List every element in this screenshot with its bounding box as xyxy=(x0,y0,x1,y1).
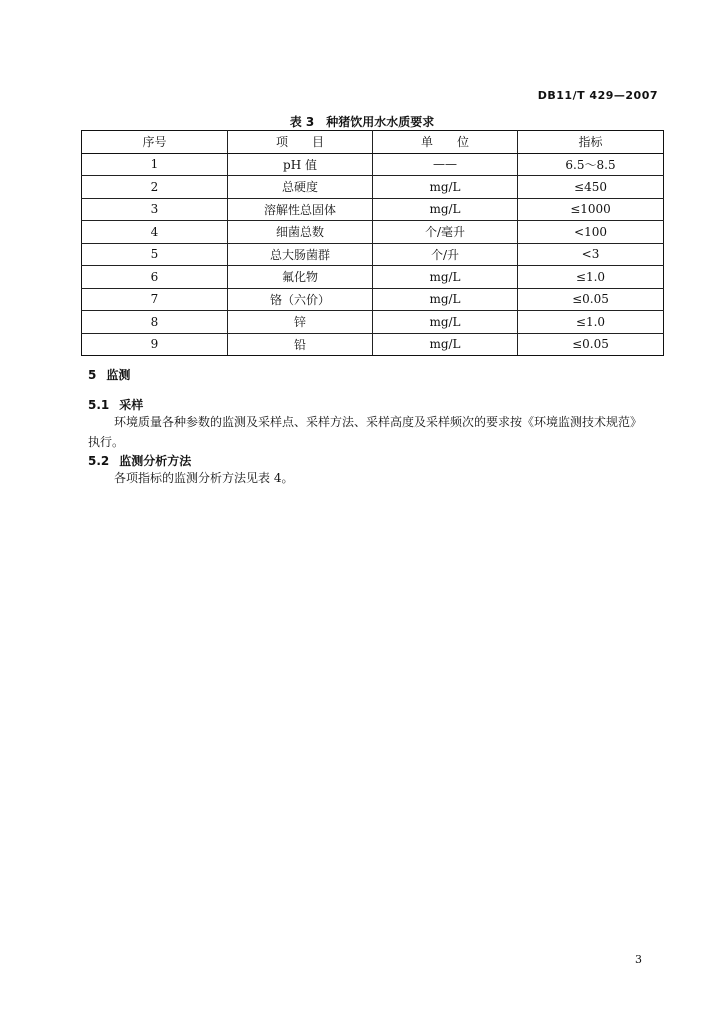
cell-limit: ≤1.0 xyxy=(518,266,664,289)
paragraph-line: 各项指标的监测分析方法见表 4。 xyxy=(114,471,294,485)
cell-item: 溶解性总固体 xyxy=(228,198,373,221)
cell-limit: <3 xyxy=(518,243,664,266)
table-row xyxy=(82,266,664,289)
cell-limit: <100 xyxy=(518,221,664,244)
section-title: 监测 xyxy=(106,368,131,382)
cell-item: 铅 xyxy=(228,333,373,356)
cell-index: 4 xyxy=(82,221,228,244)
cell-unit: mg/L xyxy=(373,198,518,221)
table-row xyxy=(82,243,664,266)
table-row xyxy=(82,311,664,334)
cell-item: 铬（六价） xyxy=(228,288,373,311)
section-title: 监测分析方法 xyxy=(119,454,192,468)
cell-item: 总大肠菌群 xyxy=(228,243,373,266)
table-row xyxy=(82,176,664,199)
section-5-2-paragraph xyxy=(88,468,662,488)
water-quality-table xyxy=(81,130,664,356)
section-number: 5.2 xyxy=(88,454,110,468)
cell-limit: ≤1000 xyxy=(518,198,664,221)
column-header-index: 序号 xyxy=(82,131,228,154)
cell-limit: ≤0.05 xyxy=(518,288,664,311)
cell-unit: mg/L xyxy=(373,176,518,199)
section-number: 5 xyxy=(88,368,97,382)
cell-unit: 个/毫升 xyxy=(373,221,518,244)
cell-unit: mg/L xyxy=(373,288,518,311)
cell-unit: mg/L xyxy=(373,266,518,289)
cell-unit: mg/L xyxy=(373,311,518,334)
table-row xyxy=(82,333,664,356)
column-header-limit: 指标 xyxy=(518,131,664,154)
section-title: 采样 xyxy=(119,398,144,412)
section-5-heading xyxy=(88,366,130,383)
section-5-1-heading xyxy=(88,396,143,413)
cell-unit: 个/升 xyxy=(373,243,518,266)
table-row xyxy=(82,153,664,176)
cell-item: 细菌总数 xyxy=(228,221,373,244)
column-header-unit: 单 位 xyxy=(373,131,518,154)
cell-index: 9 xyxy=(82,333,228,356)
cell-item: 氟化物 xyxy=(228,266,373,289)
document-id: DB11/T 429—2007 xyxy=(537,89,658,102)
cell-item: 总硬度 xyxy=(228,176,373,199)
cell-item: pH 值 xyxy=(228,153,373,176)
cell-limit: 6.5～8.5 xyxy=(518,153,664,176)
table-header-row xyxy=(82,131,664,154)
cell-limit: ≤450 xyxy=(518,176,664,199)
cell-unit: mg/L xyxy=(373,333,518,356)
cell-index: 8 xyxy=(82,311,228,334)
cell-unit: —— xyxy=(373,153,518,176)
paragraph-line: 执行。 xyxy=(88,435,125,449)
cell-index: 7 xyxy=(82,288,228,311)
cell-index: 2 xyxy=(82,176,228,199)
table-row xyxy=(82,288,664,311)
table-row xyxy=(82,221,664,244)
cell-index: 1 xyxy=(82,153,228,176)
paragraph-line: 环境质量各种参数的监测及采样点、采样方法、采样高度及采样频次的要求按《环境监测技术规范》 xyxy=(114,415,643,429)
section-5-2-heading xyxy=(88,452,191,469)
cell-limit: ≤1.0 xyxy=(518,311,664,334)
page-number: 3 xyxy=(635,953,642,966)
cell-index: 6 xyxy=(82,266,228,289)
section-5-1-paragraph xyxy=(88,412,662,452)
column-header-item: 项 目 xyxy=(228,131,373,154)
cell-item: 锌 xyxy=(228,311,373,334)
table-row xyxy=(82,198,664,221)
section-number: 5.1 xyxy=(88,398,110,412)
cell-index: 5 xyxy=(82,243,228,266)
table-title: 表 3 种猪饮用水水质要求 xyxy=(289,115,435,129)
cell-limit: ≤0.05 xyxy=(518,333,664,356)
cell-index: 3 xyxy=(82,198,228,221)
